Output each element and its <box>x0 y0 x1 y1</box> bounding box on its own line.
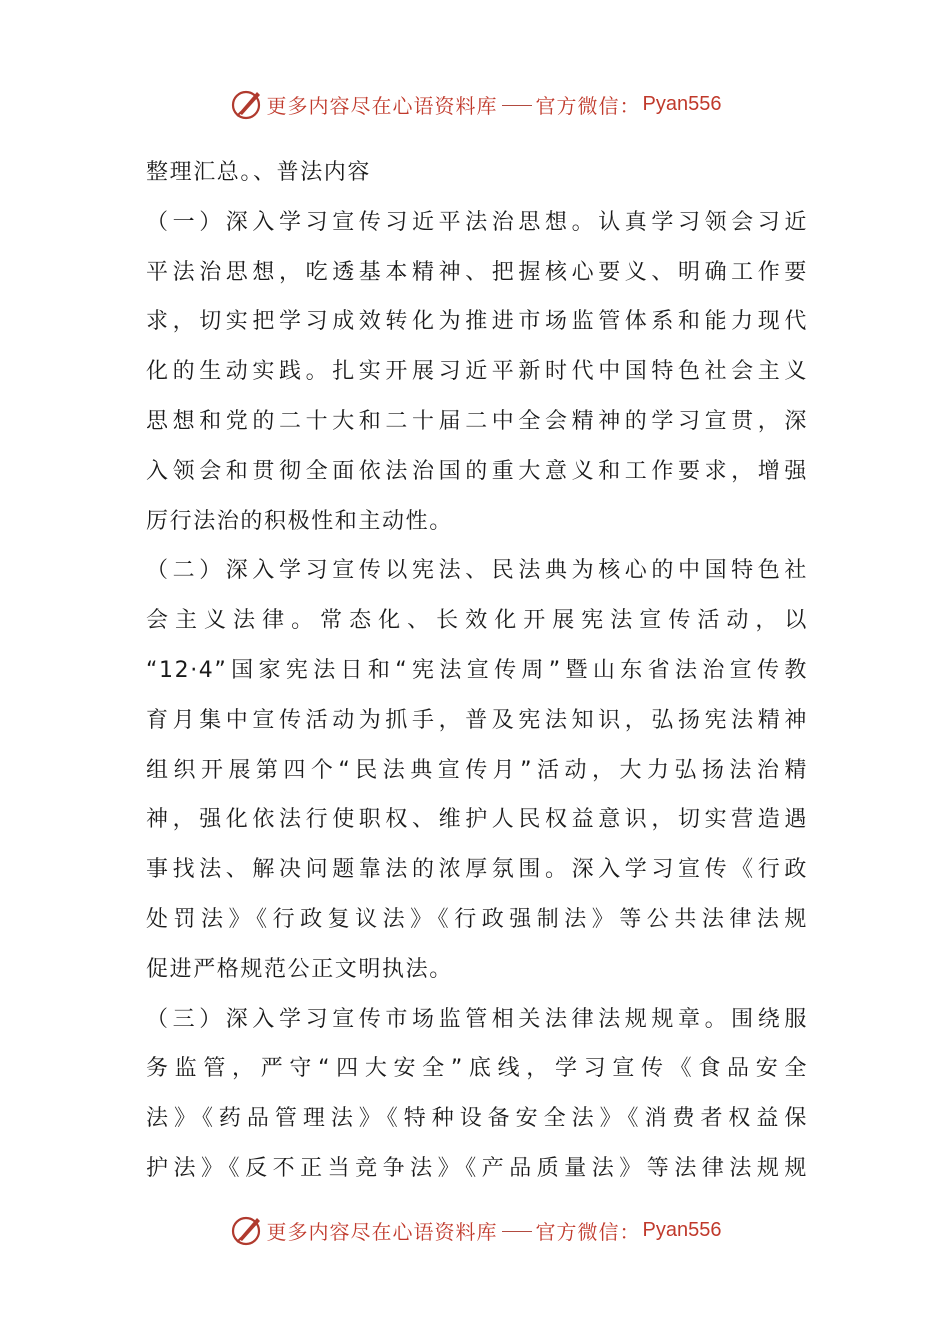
banner-wechat-id: Pyan556 <box>642 92 722 115</box>
banner-wechat-id: Pyan556 <box>642 1218 722 1241</box>
body-line: 神，强化依法行使职权、维护人民权益意识，切实营造遇 <box>146 807 808 833</box>
banner-separator <box>502 105 532 106</box>
body-line: 求，切实把学习成效转化为推进市场监管体系和能力现代 <box>146 309 808 335</box>
body-line: 务监管，严守“四大安全”底线，学习宣传《食品安全 <box>146 1056 808 1082</box>
quill-logo-icon <box>229 86 265 122</box>
banner-wechat-label: 官方微信： <box>535 93 641 118</box>
body-line: 入领会和贯彻全面依法治国的重大意义和工作要求，增强 <box>146 458 808 484</box>
body-line: “12·4”国家宪法日和“宪法宣传周”暨山东省法治宣传教 <box>146 657 808 683</box>
body-line: 促进严格规范公正文明执法。 <box>146 956 453 982</box>
body-line: 组织开展第四个“民法典宣传月”活动，大力弘扬法治精 <box>146 757 808 783</box>
banner-brand-text: 更多内容尽在心语资料库 <box>266 1219 498 1244</box>
quill-logo-icon <box>229 1212 265 1248</box>
body-line: 事找法、解决问题靠法的浓厚氛围。深入学习宣传《行政 <box>146 857 808 883</box>
banner-separator <box>502 1231 532 1232</box>
body-line: （二）深入学习宣传以宪法、民法典为核心的中国特色社 <box>146 558 808 584</box>
body-line: 处罚法》《行政复议法》《行政强制法》等公共法律法规 <box>146 906 808 932</box>
footer-banner <box>0 1210 950 1250</box>
body-line: 思想和党的二十大和二十届二中全会精神的学习宣贯，深 <box>146 408 808 434</box>
body-line: 育月集中宣传活动为抓手，普及宪法知识，弘扬宪法精神 <box>146 707 808 733</box>
body-line: 平法治思想，吃透基本精神、把握核心要义、明确工作要 <box>146 259 808 285</box>
body-line: 化的生动实践。扎实开展习近平新时代中国特色社会主义 <box>146 359 808 385</box>
body-line: 整理汇总。、普法内容 <box>146 160 372 185</box>
body-line: 法》《药品管理法》《特种设备安全法》《消费者权益保 <box>146 1106 808 1132</box>
body-line: （三）深入学习宣传市场监管相关法律法规规章。围绕服 <box>146 1006 808 1032</box>
header-banner <box>0 84 950 124</box>
body-line: （一）深入学习宣传习近平法治思想。认真学习领会习近 <box>146 209 808 235</box>
banner-wechat-label: 官方微信： <box>535 1219 641 1244</box>
document-body <box>146 148 808 1194</box>
banner-brand-text: 更多内容尽在心语资料库 <box>266 93 498 118</box>
body-line: 会主义法律。常态化、长效化开展宪法宣传活动，以 <box>146 608 808 634</box>
body-line: 护法》《反不正当竞争法》《产品质量法》等法律法规规 <box>146 1155 808 1181</box>
body-line: 厉行法治的积极性和主动性。 <box>146 508 453 534</box>
